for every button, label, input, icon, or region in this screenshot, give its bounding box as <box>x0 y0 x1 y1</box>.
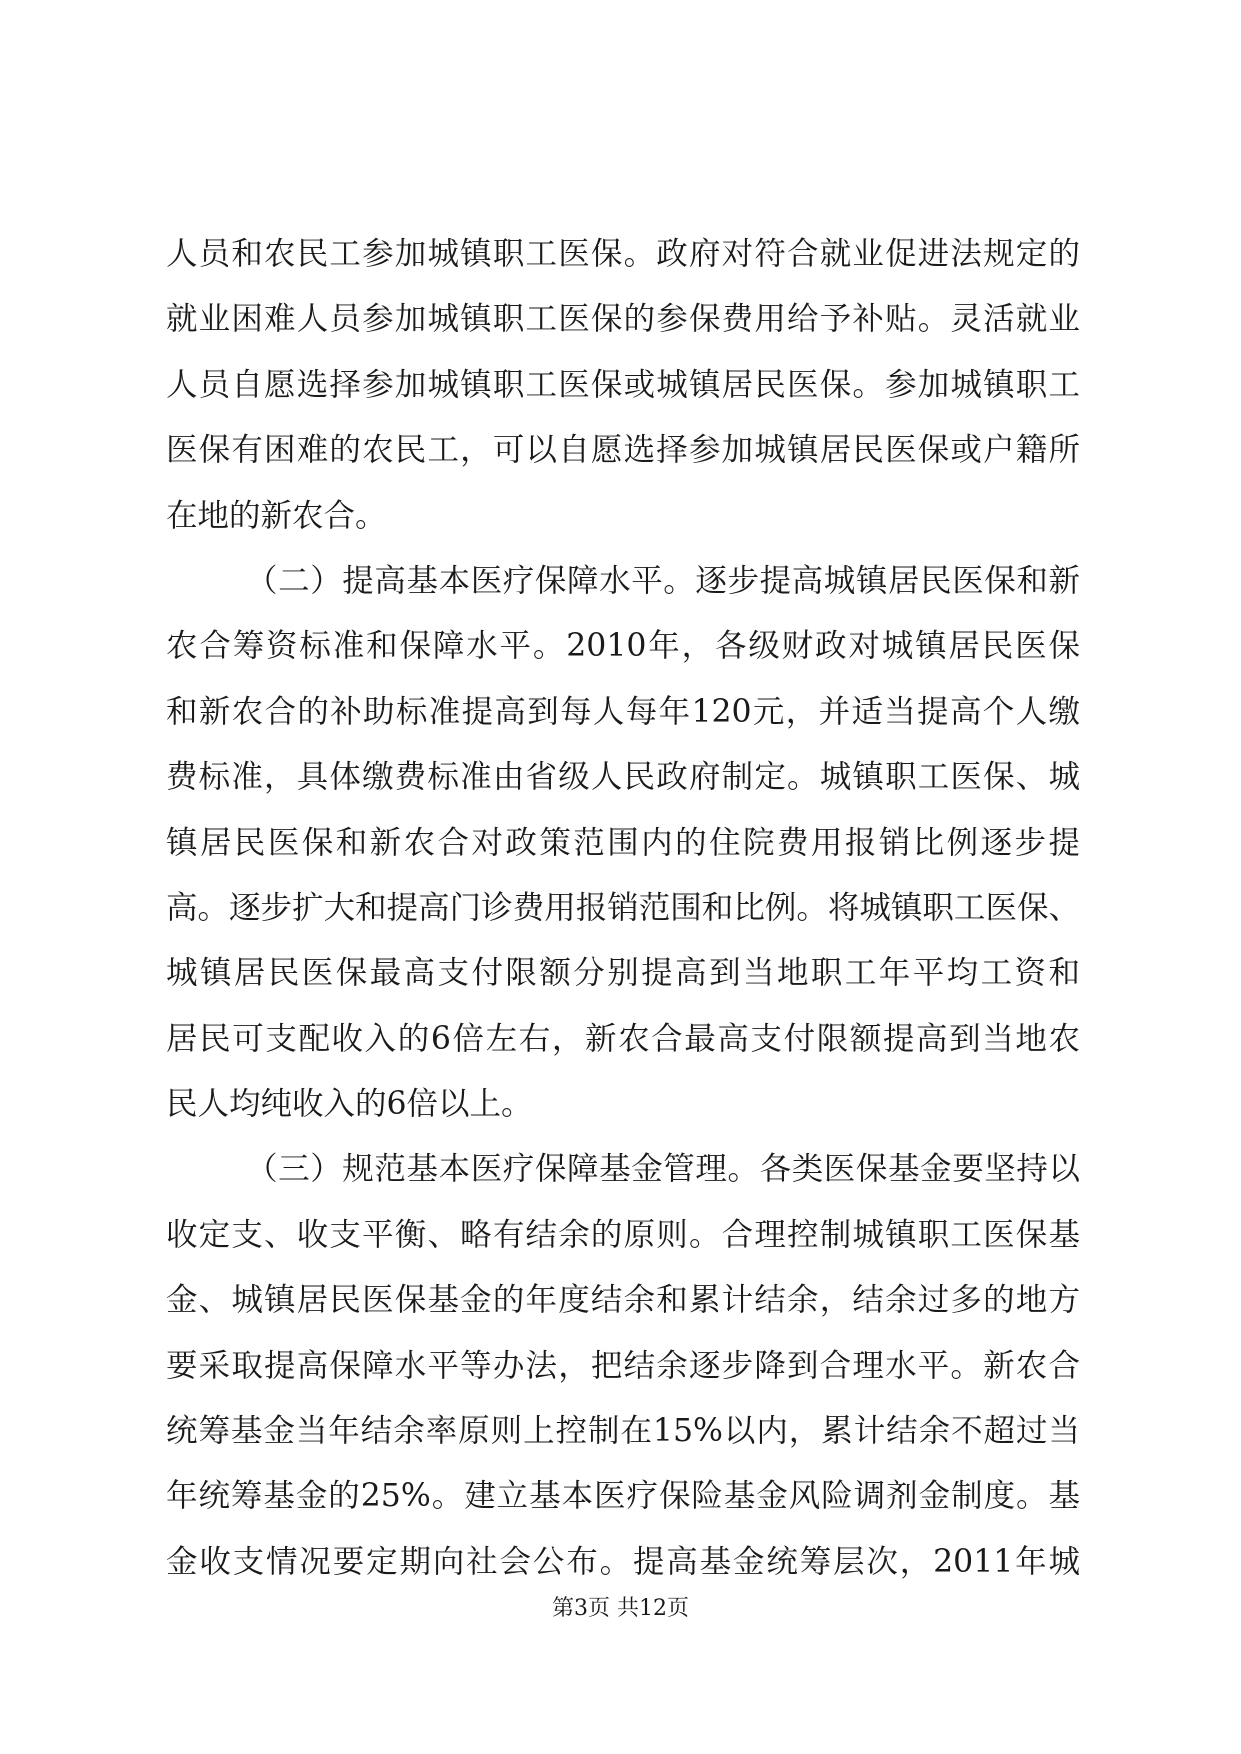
text-line: 医保有困难的农民工，可以自愿选择参加城镇居民医保或户籍所 <box>166 432 1080 469</box>
text-line: 镇居民医保和新农合对政策范围内的住院费用报销比例逐步提 <box>166 824 1080 861</box>
text-line: 高。逐步扩大和提高门诊费用报销范围和比例。将城镇职工医保、 <box>166 889 1080 926</box>
text-line: 年统筹基金的25%。建立基本医疗保险基金风险调剂金制度。基 <box>166 1478 1080 1515</box>
text-line: 城镇居民医保最高支付限额分别提高到当地职工年平均工资和 <box>166 955 1080 992</box>
text-line: 费标准，具体缴费标准由省级人民政府制定。城镇职工医保、城 <box>166 759 1080 796</box>
page-number-footer: 第3页 共12页 <box>552 1596 689 1621</box>
text-line: 金收支情况要定期向社会公布。提高基金统筹层次，2011年城 <box>166 1543 1080 1580</box>
body-text <box>166 222 1080 1595</box>
text-line: 金、城镇居民医保基金的年度结余和累计结余，结余过多的地方 <box>166 1282 1080 1319</box>
text-line: 就业困难人员参加城镇职工医保的参保费用给予补贴。灵活就业 <box>166 301 1080 338</box>
text-line: 农合筹资标准和保障水平。2010年，各级财政对城镇居民医保 <box>166 628 1080 665</box>
text-line: 收定支、收支平衡、略有结余的原则。合理控制城镇职工医保基 <box>166 1216 1080 1253</box>
paragraph-heading-line: （三）规范基本医疗保障基金管理。各类医保基金要坚持以 <box>246 1151 1080 1188</box>
text-line: 和新农合的补助标准提高到每人每年120元，并适当提高个人缴 <box>166 693 1080 730</box>
text-line: 人员自愿选择参加城镇职工医保或城镇居民医保。参加城镇职工 <box>166 366 1080 403</box>
text-line: 统筹基金当年结余率原则上控制在15%以内，累计结余不超过当 <box>166 1413 1080 1450</box>
text-line: 民人均纯收入的6倍以上。 <box>166 1086 533 1123</box>
text-line: 要采取提高保障水平等办法，把结余逐步降到合理水平。新农合 <box>166 1347 1080 1384</box>
paragraph-heading-line: （二）提高基本医疗保障水平。逐步提高城镇居民医保和新 <box>246 562 1080 599</box>
text-line: 居民可支配收入的6倍左右，新农合最高支付限额提高到当地农 <box>166 1020 1080 1057</box>
text-line: 在地的新农合。 <box>166 497 387 534</box>
text-line: 人员和农民工参加城镇职工医保。政府对符合就业促进法规定的 <box>166 236 1080 272</box>
